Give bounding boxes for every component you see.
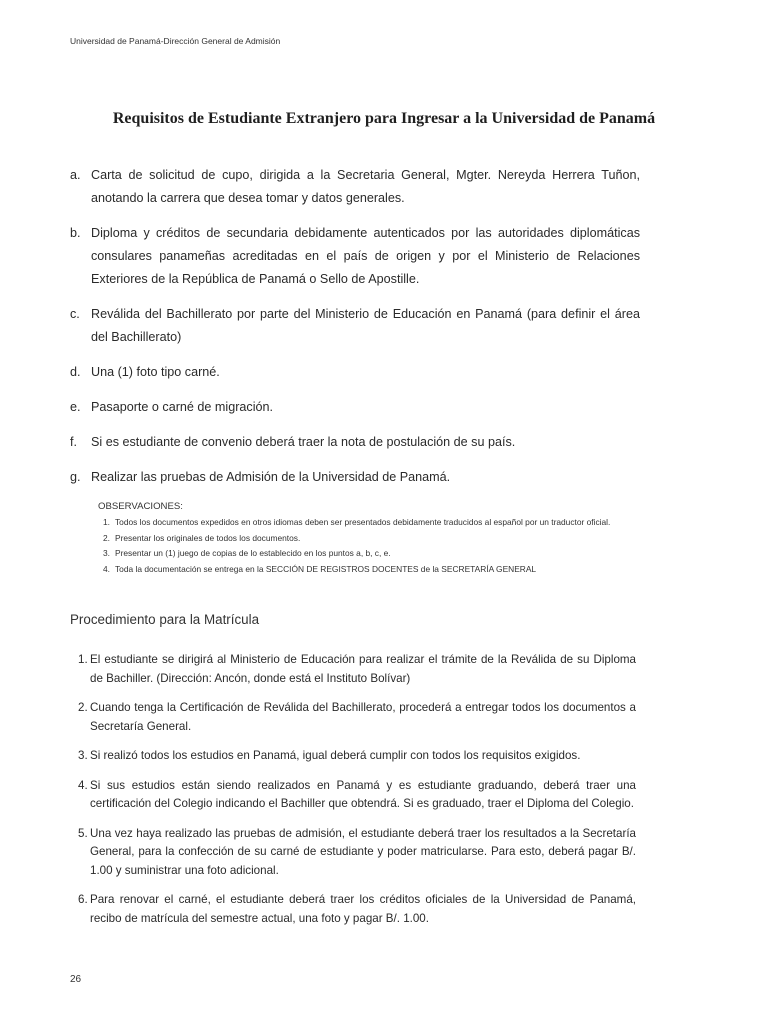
observation-marker: 3. bbox=[103, 548, 110, 559]
requirement-text: Una (1) foto tipo carné. bbox=[91, 365, 220, 379]
page-title: Requisitos de Estudiante Extranjero para Ingresar a la Universidad de Panamá bbox=[112, 110, 656, 127]
observation-marker: 4. bbox=[103, 563, 110, 574]
observation-marker: 2. bbox=[103, 532, 110, 543]
procedure-marker: 5. bbox=[78, 826, 88, 840]
procedure-marker: 2. bbox=[78, 701, 88, 714]
procedure-item bbox=[78, 699, 636, 736]
observation-item bbox=[98, 546, 618, 561]
procedure-marker: 6. bbox=[78, 893, 88, 906]
requirement-marker: d. bbox=[70, 365, 81, 379]
procedure-item bbox=[78, 651, 636, 688]
requirement-marker: f. bbox=[70, 435, 77, 449]
requirement-marker: e. bbox=[70, 400, 81, 414]
observations-block bbox=[98, 499, 618, 577]
requirement-item bbox=[70, 431, 640, 454]
requirement-text: Pasaporte o carné de migración. bbox=[91, 400, 274, 414]
observation-text: Presentar los originales de todos los documentos. bbox=[115, 532, 301, 543]
procedure-text: El estudiante se dirigirá al Ministerio de Educación para realizar el trámite de la Reválida de su Diploma de Bachiller. (Dirección: Ancón, donde está el Instituto Bolívar) bbox=[90, 653, 636, 685]
requirement-marker: g. bbox=[70, 470, 81, 484]
observation-item bbox=[98, 515, 618, 530]
procedure-text: Si realizó todos los estudios en Panamá, igual deberá cumplir con todos los requisitos exigidos. bbox=[90, 749, 581, 762]
observation-text: Toda la documentación se entrega en la SECCIÓN DE REGISTROS DOCENTES de la SECRETARÍA GENERAL bbox=[115, 563, 537, 574]
procedure-item bbox=[78, 777, 636, 814]
procedure-item bbox=[78, 891, 636, 928]
requirement-item bbox=[70, 303, 640, 349]
requirement-item bbox=[70, 164, 640, 210]
requirement-text: Realizar las pruebas de Admisión de la Universidad de Panamá. bbox=[91, 470, 451, 484]
requirement-item bbox=[70, 361, 640, 384]
procedure-list bbox=[78, 651, 636, 939]
requirement-text: Carta de solicitud de cupo, dirigida a la Secretaria General, Mgter. Nereyda Herrera Tuñon, anotando la carrera que desea tomar y datos generales. bbox=[91, 168, 640, 205]
running-header: Universidad de Panamá-Dirección General de Admisión bbox=[70, 36, 281, 46]
requirement-item bbox=[70, 466, 640, 489]
observation-text: Todos los documentos expedidos en otros idiomas deben ser presentados debidamente traducidos al español por un traductor oficial. bbox=[115, 517, 611, 528]
requirement-text: Si es estudiante de convenio deberá traer la nota de postulación de su país. bbox=[91, 435, 516, 449]
procedure-title: Procedimiento para la Matrícula bbox=[70, 612, 260, 627]
requirement-marker: a. bbox=[70, 168, 81, 182]
observation-marker: 1. bbox=[103, 517, 110, 528]
procedure-text: Para renovar el carné, el estudiante deberá traer los créditos oficiales de la Universidad de Panamá, recibo de matrícula del semestre actual, una foto y pagar B/. 1.00. bbox=[90, 893, 636, 925]
procedure-text: Si sus estudios están siendo realizados en Panamá y es estudiante graduando, deberá traer una certificación del Colegio indicando el Bachiller que obtendrá. Si es graduado, traer el Diploma del Colegio. bbox=[90, 778, 636, 810]
procedure-marker: 1. bbox=[78, 653, 88, 666]
requirement-text: Diploma y créditos de secundaria debidamente autenticados por las autoridades diplomáticas consulares panameñas acreditadas en el país de origen y por el Ministerio de Relaciones Exteriores de la República de Panamá o Sello de Apostille. bbox=[91, 226, 640, 286]
requirement-item bbox=[70, 396, 640, 419]
observation-item bbox=[98, 562, 618, 577]
page-number: 26 bbox=[70, 974, 82, 985]
procedure-item bbox=[78, 825, 636, 881]
requirement-item bbox=[70, 222, 640, 291]
procedure-item bbox=[78, 747, 636, 766]
requirement-text: Reválida del Bachillerato por parte del Ministerio de Educación en Panamá (para definir el área del Bachillerato) bbox=[91, 307, 640, 344]
procedure-text: Cuando tenga la Certificación de Reválida del Bachillerato, procederá a entregar todos los documentos a Secretaría General. bbox=[90, 701, 636, 733]
observations-title: OBSERVACIONES: bbox=[98, 501, 183, 512]
procedure-marker: 4. bbox=[78, 778, 88, 792]
requirement-marker: b. bbox=[70, 226, 81, 240]
observation-text: Presentar un (1) juego de copias de lo establecido en los puntos a, b, c, e. bbox=[115, 548, 391, 559]
procedure-text: Una vez haya realizado las pruebas de admisión, el estudiante deberá traer los resultados a la Secretaría General, para la confección de su carné de estudiante y poder matricularse. Para esto, deberá pagar B/. 1.00 y suministrar una foto adicional. bbox=[90, 826, 636, 877]
observation-item bbox=[98, 531, 618, 546]
requirement-marker: c. bbox=[70, 307, 80, 321]
procedure-marker: 3. bbox=[78, 749, 88, 762]
requirements-list bbox=[70, 164, 640, 501]
